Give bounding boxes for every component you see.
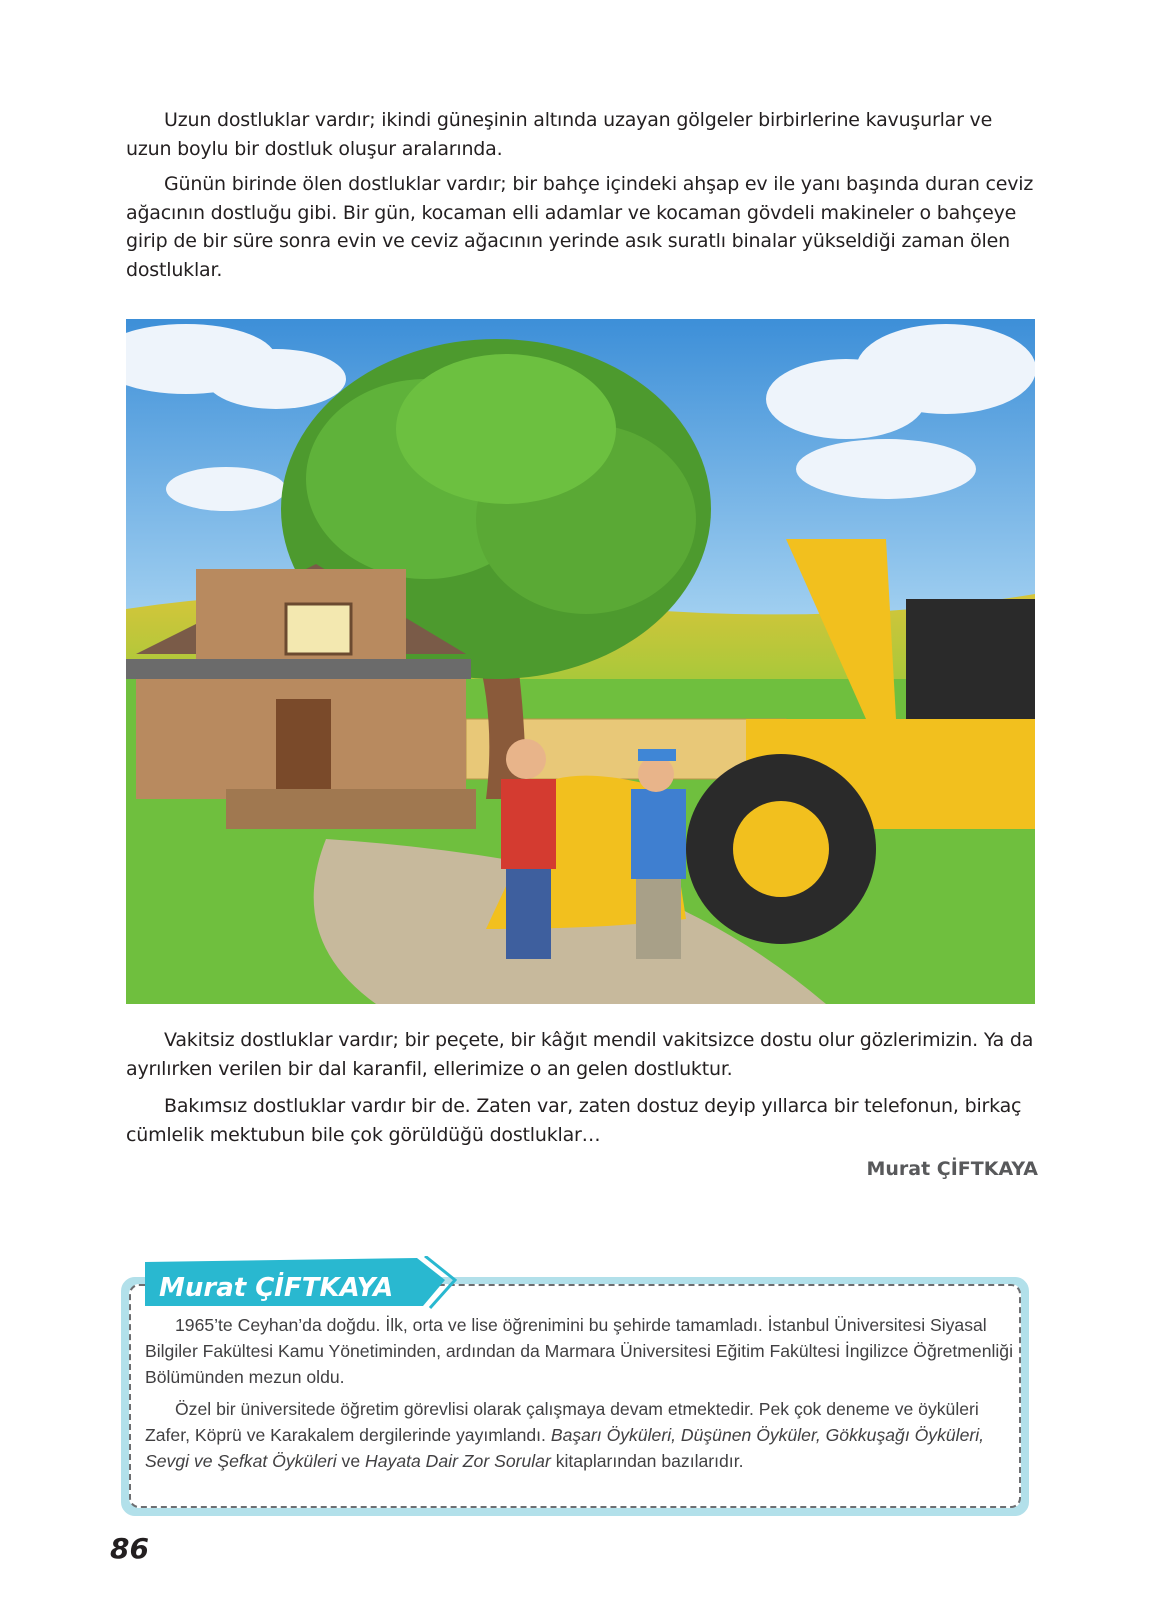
story-paragraph-1: Uzun dostluklar vardır; ikindi güneşinin altında uzayan gölgeler birbirlerine kavuşurlar ve uzun boylu bir dostluk oluşur aralarında. [126,109,993,160]
bio-paragraph-2 [145,1396,1015,1474]
story-author: Murat ÇİFTKAYA [866,1158,1038,1180]
story-paragraph-4: Bakımsız dostluklar vardır bir de. Zaten var, zaten dostuz deyip yıllarca bir telefonun, birkaç cümlelik mektubun bile çok görüldüğü dostluklar… [126,1095,1022,1146]
story-paragraph-2: Günün birinde ölen dostluklar vardır; bir bahçe içindeki ahşap ev ile yanı başında duran ceviz ağacının dostluğu gibi. Bir gün, kocaman elli adamlar ve kocaman gövdeli makineler o bahçeye girip de bir süre sonra evin ve ceviz ağacının yerinde asık suratlı binalar yükseldiği zaman ölen dostluklar. [126,173,1034,281]
bio-book-title: Hayata Dair Zor Sorular [365,1451,551,1471]
bio-book-list: Başarı Öyküleri, Düşünen Öyküler, Gökkuşağı Öyküleri, Sevgi ve Şefkat Öyküleri [145,1425,985,1471]
bio-paragraph-2-end: kitaplarından bazılarıdır. [550,1451,744,1471]
story-illustration [126,319,1035,1004]
story-paragraph-3: Vakitsiz dostluklar vardır; bir peçete, bir kâğıt mendil vakitsizce dostu olur gözlerimizin. Ya da ayrılırken verilen bir dal karanfil, ellerimize o an gelen dostluktur. [126,1029,1034,1080]
page-number: 86 [110,1532,149,1565]
bio-paragraph-1: 1965’te Ceyhan’da doğdu. İlk, orta ve lise öğrenimini bu şehirde tamamladı. İstanbul Üniversitesi Siyasal Bilgiler Fakültesi Kamu Yönetiminden, ardından da Marmara Üniversitesi Eğitim Fakültesi İngilizce Öğretmenliği Bölümünden mezun oldu. [145,1315,1014,1387]
bio-title-banner [145,1256,465,1312]
bio-title: Murat ÇİFTKAYA [159,1273,394,1303]
bio-connector: ve [336,1451,366,1471]
bio-paragraph-2-start: Özel bir üniversitede öğretim görevlisi olarak çalışmaya devam etmektedir. Pek çok deneme ve öyküleri Zafer, Köprü ve Karakalem dergilerinde yayımlandı. [145,1399,979,1445]
